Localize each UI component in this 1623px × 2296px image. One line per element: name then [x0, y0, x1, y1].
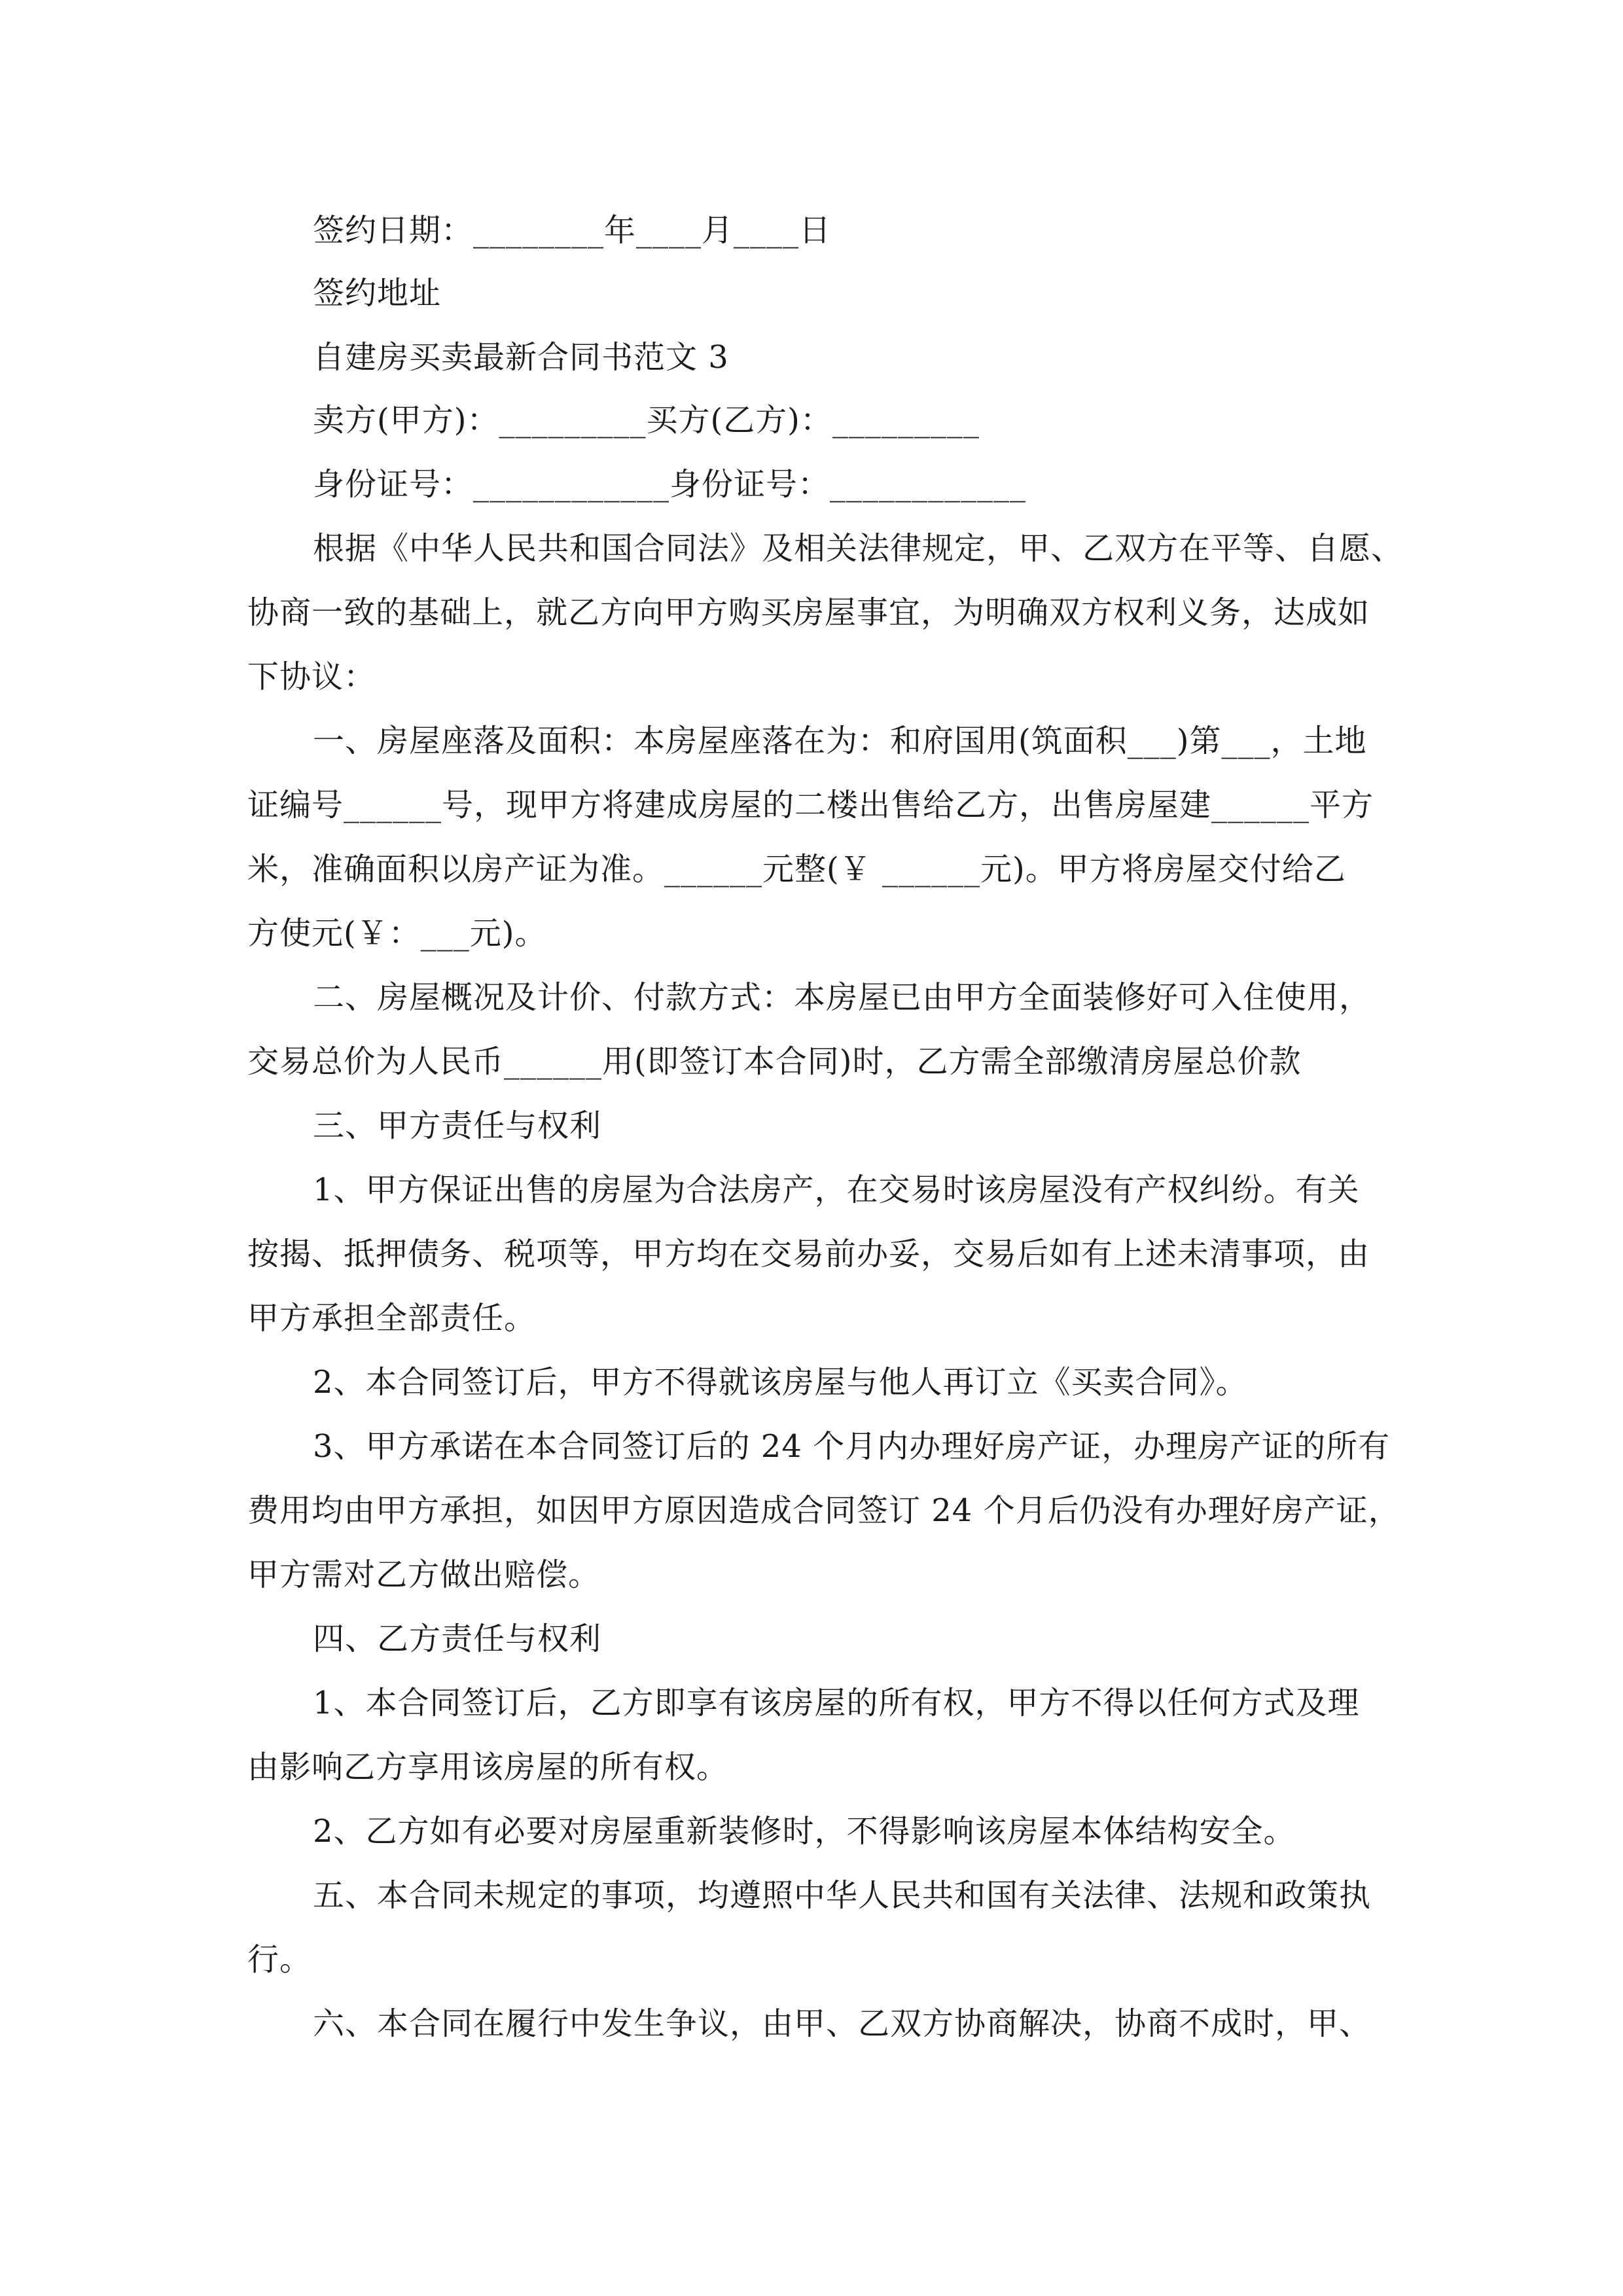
section-6-line-1: 六、本合同在履行中发生争议，由甲、乙双方协商解决，协商不成时，甲、 — [313, 2005, 1372, 2042]
clause-1-line-1: 一、房屋座落及面积：本房屋座落在为：和府国用(筑面积___)第___，土地 — [313, 723, 1367, 759]
section-3-item-3-line-2: 费用均由甲方承担，如因甲方原因造成合同签订 24 个月后仍没有办理好房产证， — [247, 1492, 1400, 1529]
section-3-item-1-line-2: 按揭、抵押债务、税项等，甲方均在交易前办妥，交易后如有上述未清事项，由 — [247, 1236, 1370, 1272]
preamble-line-2: 协商一致的基础上，就乙方向甲方购买房屋事宜，为明确双方权利义务，达成如 — [247, 594, 1370, 631]
clause-2-line-1: 二、房屋概况及计价、付款方式：本房屋已由甲方全面装修好可入住使用， — [313, 979, 1372, 1016]
clause-1-line-4: 方使元(￥：___元)。 — [247, 915, 547, 952]
section-3-item-2: 2、本合同签订后，甲方不得就该房屋与他人再订立《买卖合同》。 — [313, 1364, 1248, 1401]
section-3-item-3-line-3: 甲方需对乙方做出赔偿。 — [247, 1556, 601, 1593]
document-title: 自建房买卖最新合同书范文 3 — [313, 339, 729, 376]
section-3-item-1-line-1: 1、甲方保证出售的房屋为合法房产，在交易时该房屋没有产权纠纷。有关 — [313, 1172, 1360, 1208]
section-4-item-1-line-1: 1、本合同签订后，乙方即享有该房屋的所有权，甲方不得以任何方式及理 — [313, 1685, 1360, 1721]
section-4-item-2: 2、乙方如有必要对房屋重新装修时，不得影响该房屋本体结构安全。 — [313, 1813, 1296, 1850]
clause-2-line-2: 交易总价为人民币______用(即签订本合同)时，乙方需全部缴清房屋总价款 — [247, 1043, 1302, 1080]
parties-line: 卖方(甲方)：_________买方(乙方)：_________ — [313, 402, 980, 439]
section-3-item-3-line-1: 3、甲方承诺在本合同签订后的 24 个月内办理好房产证，办理房产证的所有 — [313, 1428, 1391, 1465]
signing-address-line: 签约地址 — [313, 275, 442, 312]
preamble-line-3: 下协议： — [247, 658, 376, 695]
signing-date-line: 签约日期：________年____月____日 — [313, 212, 832, 249]
section-4-heading: 四、乙方责任与权利 — [313, 1621, 602, 1657]
section-5-line-2: 行。 — [247, 1941, 312, 1978]
clause-1-line-2: 证编号______号，现甲方将建成房屋的二楼出售给乙方，出售房屋建______平方 — [247, 787, 1374, 823]
section-4-item-1-line-2: 由影响乙方享用该房屋的所有权。 — [247, 1749, 729, 1785]
section-5-line-1: 五、本合同未规定的事项，均遵照中华人民共和国有关法律、法规和政策执 — [313, 1877, 1372, 1914]
id-number-line: 身份证号：____________身份证号：____________ — [313, 466, 1027, 503]
preamble-line-1: 根据《中华人民共和国合同法》及相关法律规定，甲、乙双方在平等、自愿、 — [313, 530, 1404, 567]
section-3-heading: 三、甲方责任与权利 — [313, 1107, 602, 1144]
section-3-item-1-line-3: 甲方承担全部责任。 — [247, 1300, 537, 1336]
clause-1-line-3: 米，准确面积以房产证为准。______元整(￥ ______元)。甲方将房屋交付给乙 — [247, 851, 1346, 888]
